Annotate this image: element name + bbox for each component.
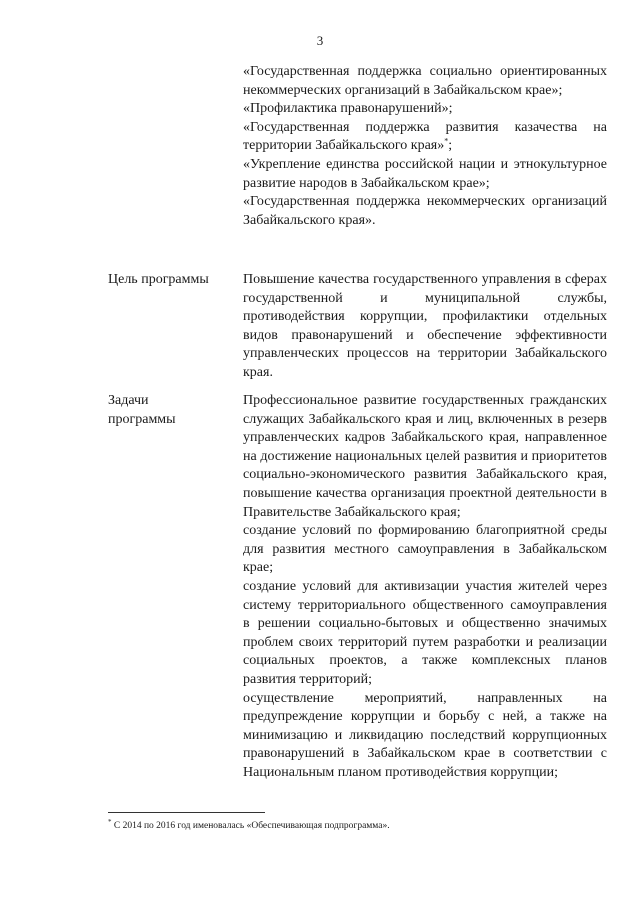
footnote (108, 817, 608, 832)
subprogram-item: «Государственная поддержка социально ориентированных некоммерческих организаций в Забайкальском крае»; (243, 64, 607, 98)
goal-label: Цель программы (108, 272, 209, 287)
tasks-label: Задачи программы (108, 393, 176, 427)
footnote-divider (108, 812, 265, 813)
task-item: осуществление мероприятий, направленных на предупреждение коррупции и борьбу с ней, а также на минимизацию и ликвидацию последствий коррупционных правонарушений в Забайкальском крае в соответствии с Национальным планом противодействия коррупции; (243, 690, 607, 780)
task-item: создание условий по формированию благоприятной среды для развития местного самоуправления в Забайкальском крае; (243, 523, 607, 576)
tasks-list (243, 392, 607, 782)
task-item: создание условий для активизации участия жителей через систему территориального общественного самоуправления в решении социально-бытовых и общественно значимых проблем своих территорий путем разработки и реализации социальных проектов, а также комплексных планов развития территорий; (243, 578, 607, 687)
footnote-marker: * (444, 136, 449, 146)
subprogram-item: «Укрепление единства российской нации и этнокультурное развитие народов в Забайкальском крае»; (243, 156, 607, 191)
footnote-mark: * (108, 817, 112, 826)
goal-text (243, 271, 607, 383)
goal-paragraph: Повышение качества государственного управления в сферах государственной и муниципальной службы, противодействия коррупции, профилактики отдельных видов правонарушений и обеспечение эффективности управленческих процессов на территории Забайкальского края. (243, 272, 607, 380)
subprogram-item-suffix: ; (448, 138, 453, 154)
subprogram-item-text: «Государственная поддержка развития казачества на территории Забайкальского края» (243, 119, 607, 154)
subprogram-item: «Профилактика правонарушений»; (243, 101, 453, 117)
footnote-text: С 2014 по 2016 год именовалась «Обеспечивающая подпрограмма». (113, 821, 390, 831)
subprogram-item: «Государственная поддержка некоммерческих организаций Забайкальского края». (243, 194, 607, 228)
subprogram-list (243, 63, 607, 230)
page-number: 3 (316, 33, 324, 48)
task-item: Профессиональное развитие государственных гражданских служащих Забайкальского края и лиц, включенных в резерв управленческих кадров Забайкальского края, направленное на достижение национальных целей развития и приоритетов социально-экономического развития Забайкальского края, повышение качества организация проектной деятельности в Правительстве Забайкальского края; (243, 393, 607, 520)
subprogram-item (243, 119, 607, 156)
